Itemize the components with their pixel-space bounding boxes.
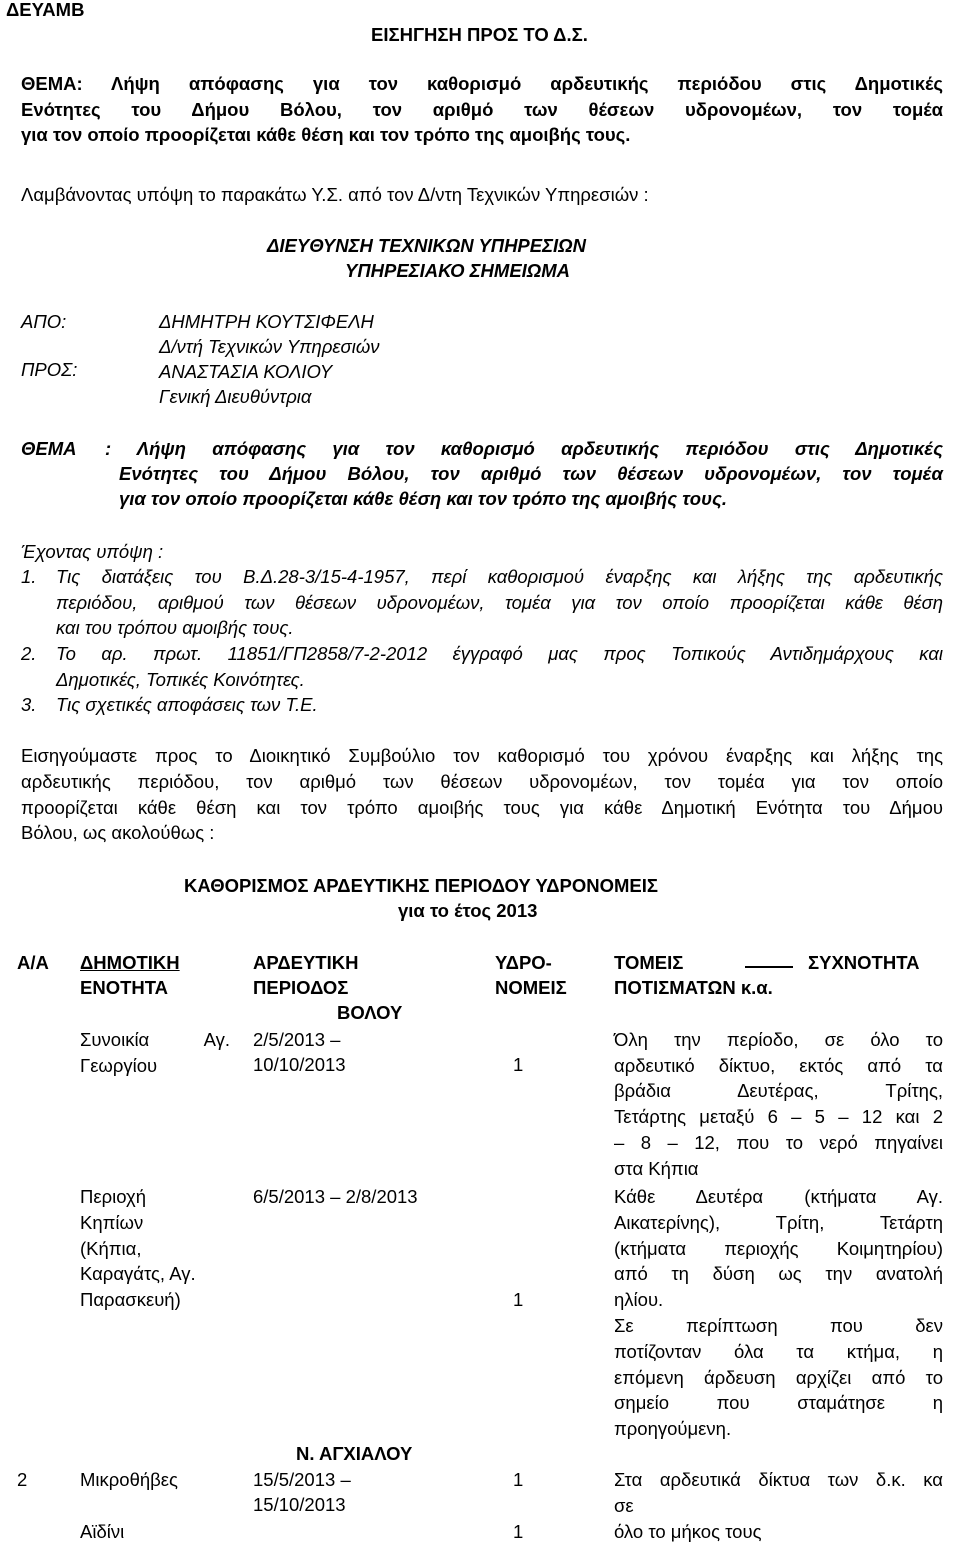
row1-sectors-line: στα Κήπια: [614, 1157, 699, 1179]
header-subject-line: ΘΕΜΑ: Λήψη απόφασης για τον καθορισμό αρδευτικής περιόδου στις Δημοτικές: [21, 73, 943, 94]
col-header-count: ΝΟΜΕΙΣ: [495, 977, 567, 998]
considering-item-number: 2.: [21, 643, 37, 664]
col-header-unit: ΔΗΜΟΤΙΚΗ: [80, 952, 180, 973]
col-header-frequency: ΣΥΧΝΟΤΗΤΑ: [808, 952, 920, 973]
row1-unit-line: Γεωργίου: [80, 1054, 158, 1076]
col-header-unit: ΕΝΟΤΗΤΑ: [80, 977, 169, 998]
col-header-sectors: ΠΟΤΙΣΜΑΤΩΝ κ.α.: [614, 977, 773, 998]
proposal-line: Βόλου, ως ακολούθως :: [21, 822, 215, 844]
memo-to-role: Γενική Διευθύντρια: [159, 386, 312, 407]
row1-count: 1: [513, 1054, 524, 1075]
memo-subject: [105, 436, 943, 511]
row4-count: 1: [513, 1521, 524, 1542]
proposal-line: Εισηγούμαστε προς το Διοικητικό Συμβούλιο τον καθορισμό του χρόνου έναρξης και λήξης της: [21, 745, 943, 766]
memo-to-label: ΠΡΟΣ:: [21, 359, 78, 380]
considering-item-line: και του τρόπου αμοιβής τους.: [56, 617, 294, 638]
considering-item: [56, 641, 943, 692]
memo-subject-line: Ενότητες του Δήμου Βόλου, τον αριθμό των θέσεων υδρονομέων, τον τομέα: [119, 463, 943, 484]
row2-unit-line: Περιοχή: [80, 1186, 147, 1207]
row1-sectors: [614, 1027, 943, 1181]
considering-item-line: Δημοτικές, Τοπικές Κοινότητες.: [56, 668, 305, 690]
row2-sectors-line: Κάθε Δευτέρα (κτήματα Αγ.: [614, 1186, 943, 1207]
memo-from-role: Δ/ντή Τεχνικών Υπηρεσιών: [159, 336, 380, 357]
row2-sectors-line: Αικατερίνης), Τρίτη, Τετάρτη: [614, 1211, 943, 1233]
considering-item-number: 3.: [21, 694, 37, 715]
col-header-count: ΥΔΡΟ-: [495, 952, 552, 973]
col-header-aa: Α/Α: [17, 952, 49, 973]
row2-unit-line: Κηπίων: [80, 1211, 144, 1233]
considering-item-line: Τις διατάξεις του Β.Δ.28-3/15-4-1957, περί καθορισμού έναρξης και λήξης της αρδευτικής: [56, 566, 943, 587]
row2-sectors-line: ποτίζονταν όλα τα κτήμα, η: [614, 1340, 943, 1362]
row2-unit-line: Παρασκευή): [80, 1289, 181, 1311]
row1-sectors-line: Τετάρτης μεταξύ 6 – 5 – 12 και 2: [614, 1106, 943, 1128]
row1-sectors-line: αρδευτικό δίκτυο, εκτός από τα: [614, 1054, 943, 1076]
memo-doc-type: ΥΠΗΡΕΣΙΑΚΟ ΣΗΜΕΙΩΜΑ: [345, 260, 571, 281]
row3-period-end: 15/10/2013: [253, 1494, 346, 1515]
row2-sectors-line: (κτήματα περιοχής Κοιμητηρίου): [614, 1237, 943, 1259]
header-subject: [21, 71, 943, 148]
row3-unit: Μικροθήβες: [80, 1469, 178, 1490]
memo-to-name: ΑΝΑΣΤΑΣΙΑ ΚΟΛΙΟΥ: [159, 361, 333, 382]
row1-unit-line: Συνοικία Αγ.: [80, 1029, 230, 1050]
row1-sectors-line: βράδια Δευτέρας, Τρίτης,: [614, 1080, 943, 1102]
table-subtitle: για το έτος 2013: [398, 900, 538, 921]
row3-sectors-line: Στα αρδευτικά δίκτυα των δ.κ. κα: [614, 1469, 943, 1490]
header-dash: [745, 966, 793, 968]
row2-sectors-line: προηγούμενη.: [614, 1418, 732, 1440]
row2-unit-line: (Κήπια,: [80, 1237, 142, 1259]
proposal-paragraph: [21, 743, 943, 846]
row4-unit: Αϊδίνι: [80, 1521, 125, 1542]
row3-sectors: [614, 1467, 943, 1518]
col-header-period: ΠΕΡΙΟΔΟΣ: [253, 977, 349, 998]
row2-sectors-line: σημείο που σταμάτησε η: [614, 1392, 943, 1414]
section-agchialos: Ν. ΑΓΧΙΑΛΟΥ: [296, 1443, 413, 1464]
considering-item-line: Τις σχετικές αποφάσεις των Τ.Ε.: [56, 694, 318, 715]
row2-sectors: [614, 1184, 943, 1442]
considering-item-line: Το αρ. πρωτ. 11851/ΓΠ2858/7-2-2012 έγγραφό μας προς Τοπικούς Αντιδημάρχους και: [56, 643, 943, 664]
proposal-line: προορίζεται κάθε θέση και τον τρόπο αμοιβής τους για κάθε Δημοτική Ενότητα του Δήμου: [21, 796, 943, 818]
row2-sectors-line: ηλίου.: [614, 1289, 664, 1311]
header-subject-line: για τον οποίο προορίζεται κάθε θέση και τον τρόπο της αμοιβής τους.: [21, 124, 631, 145]
row2-period: 6/5/2013 – 2/8/2013: [253, 1186, 418, 1207]
intro-text: Λαμβάνοντας υπόψη το παρακάτω Υ.Σ. από τον Δ/ντη Τεχνικών Υπηρεσιών :: [21, 184, 649, 205]
row3-sectors-line: σε: [614, 1494, 634, 1516]
row3-period-start: 15/5/2013 –: [253, 1469, 351, 1490]
proposal-line: αρδευτικής περιόδου, τον αριθμό των θέσεων υδρονομέων, τον τομέα για τον οποίο: [21, 770, 943, 792]
considering-item-line: περιόδου, αριθμού των θέσεων υδρονομέων, τομέα για τον οποίο προορίζεται κάθε θέση: [56, 591, 943, 613]
proposal-title: ΕΙΣΗΓΗΣΗ ΠΡΟΣ ΤΟ Δ.Σ.: [371, 24, 588, 45]
row1-unit: [80, 1027, 230, 1078]
row3-count: 1: [513, 1469, 524, 1490]
row1-period-end: 10/10/2013: [253, 1054, 346, 1075]
table-title: ΚΑΘΟΡΙΣΜΟΣ ΑΡΔΕΥΤΙΚΗΣ ΠΕΡΙΟΔΟΥ ΥΔΡΟΝΟΜΕΙΣ: [184, 875, 658, 896]
considering-item: [56, 564, 943, 641]
row2-unit: [80, 1184, 230, 1313]
org-name: ΔΕΥΑΜΒ: [6, 0, 85, 20]
col-header-period: ΑΡΔΕΥΤΙΚΗ: [253, 952, 359, 973]
considering-label: Έχοντας υπόψη :: [21, 541, 164, 562]
col-header-sectors: ΤΟΜΕΙΣ: [614, 952, 684, 973]
row4-sectors: όλο το μήκος τους: [614, 1521, 762, 1542]
row2-sectors-line: Σε περίπτωση που δεν: [614, 1314, 943, 1336]
row2-count: 1: [513, 1289, 524, 1310]
header-subject-line: Ενότητες του Δήμου Βόλου, τον αριθμό των θέσεων υδρονομέων, τον τομέα: [21, 98, 943, 120]
row1-period-start: 2/5/2013 –: [253, 1029, 341, 1050]
memo-from-name: ΔΗΜΗΤΡΗ ΚΟΥΤΣΙΦΕΛΗ: [159, 311, 374, 332]
memo-subject-label: ΘΕΜΑ: [21, 438, 77, 459]
row2-sectors-line: επόμενη άρδευση αρχίζει από το: [614, 1366, 943, 1388]
memo-from-label: ΑΠΟ:: [21, 311, 67, 332]
considering-item-number: 1.: [21, 566, 37, 587]
row1-sectors-line: Όλη την περίοδο, σε όλο το: [614, 1029, 943, 1050]
row2-unit-line: Καραγάτς, Αγ.: [80, 1263, 196, 1285]
memo-subject-line: : Λήψη απόφασης για τον καθορισμό αρδευτικής περιόδου στις Δημοτικές: [105, 438, 943, 459]
row1-sectors-line: – 8 – 12, που το νερό πηγαίνει: [614, 1131, 943, 1153]
section-volos: ΒΟΛΟΥ: [337, 1002, 403, 1023]
memo-subject-line: για τον οποίο προορίζεται κάθε θέση και τον τρόπο της αμοιβής τους.: [119, 488, 728, 509]
row2-sectors-line: από τη δύση ως την ανατολή: [614, 1263, 943, 1285]
row3-aa: 2: [17, 1469, 28, 1490]
memo-department: ΔΙΕΥΘΥΝΣΗ ΤΕΧΝΙΚΩΝ ΥΠΗΡΕΣΙΩΝ: [267, 235, 586, 256]
